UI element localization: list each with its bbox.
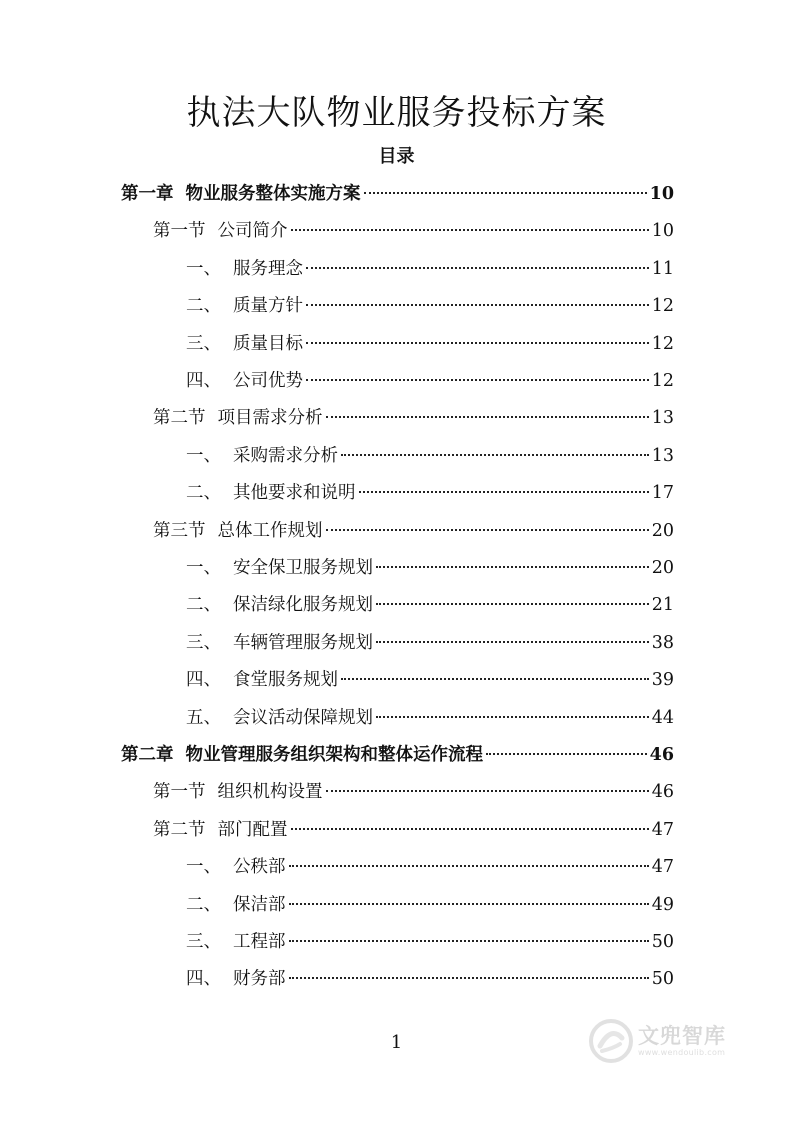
toc-entry-title: 工程部 xyxy=(233,932,286,952)
toc-entry-title: 公秩部 xyxy=(233,857,286,878)
toc-entry-page: 20 xyxy=(651,558,674,578)
toc-entry-page: 21 xyxy=(651,595,674,616)
toc-entry-page: 10 xyxy=(649,184,674,204)
toc-entry-page: 38 xyxy=(651,632,674,653)
toc-dot-leader xyxy=(289,977,649,979)
toc-entry[interactable] xyxy=(186,592,674,618)
toc-entry[interactable] xyxy=(186,480,674,506)
toc-entry[interactable] xyxy=(186,667,674,693)
toc-entry-number: 第一章 xyxy=(121,184,174,204)
toc-entry[interactable] xyxy=(121,181,674,207)
toc-entry-title: 质量方针 xyxy=(233,296,303,317)
toc-entry-number: 第二节 xyxy=(153,408,206,429)
toc-dot-leader xyxy=(341,454,649,456)
toc-entry-number: 四、 xyxy=(186,371,221,391)
toc-entry-number: 三、 xyxy=(186,932,221,952)
toc-entry-title: 公司简介 xyxy=(217,221,288,242)
toc-entry-number: 第一节 xyxy=(153,782,206,803)
toc-entry-number: 四、 xyxy=(186,670,221,691)
toc-entry[interactable] xyxy=(186,630,674,656)
toc-dot-leader xyxy=(326,790,649,792)
toc-entry[interactable] xyxy=(186,705,674,731)
toc-entry-title: 总体工作规划 xyxy=(217,520,323,541)
toc-entry-page: 11 xyxy=(651,258,674,279)
toc-entry[interactable] xyxy=(153,817,674,843)
page-number: 1 xyxy=(390,1032,403,1053)
document-title: 执法大队物业服务投标方案 xyxy=(186,93,607,133)
toc-entry-number: 四、 xyxy=(186,969,221,990)
toc-entry[interactable] xyxy=(121,742,674,768)
toc-entry-number: 第二节 xyxy=(153,819,206,840)
toc-entry-number: 一、 xyxy=(186,445,221,466)
toc-entry-title: 部门配置 xyxy=(217,819,288,840)
toc-dot-leader xyxy=(326,529,649,531)
toc-entry-title: 物业服务整体实施方案 xyxy=(185,184,361,204)
toc-dot-leader xyxy=(364,192,647,194)
toc-dot-leader xyxy=(291,229,649,231)
toc-dot-leader xyxy=(289,865,649,867)
toc-entry[interactable] xyxy=(186,293,674,319)
toc-entry-title: 组织机构设置 xyxy=(217,782,323,803)
toc-entry-page: 20 xyxy=(651,520,674,541)
toc-entry[interactable] xyxy=(153,218,674,244)
toc-entry[interactable] xyxy=(186,892,674,918)
toc-entry[interactable] xyxy=(186,256,674,282)
toc-entry-number: 第三节 xyxy=(153,520,206,541)
toc-entry[interactable] xyxy=(186,368,674,394)
toc-entry-page: 47 xyxy=(651,857,674,878)
toc-dot-leader xyxy=(306,379,649,381)
toc-entry-page: 46 xyxy=(651,782,674,803)
toc-entry-page: 47 xyxy=(651,819,674,840)
toc-dot-leader xyxy=(289,940,649,942)
toc-entry-page: 50 xyxy=(651,932,674,952)
toc-entry-title: 服务理念 xyxy=(233,258,303,279)
toc-entry-title: 质量目标 xyxy=(233,333,303,354)
toc-dot-leader xyxy=(376,603,649,605)
toc-entry-number: 二、 xyxy=(186,595,221,616)
toc-dot-leader xyxy=(289,903,649,905)
toc-entry-number: 二、 xyxy=(186,296,221,317)
toc-dot-leader xyxy=(306,304,649,306)
toc-entry-page: 13 xyxy=(651,408,674,429)
toc-entry[interactable] xyxy=(186,331,674,357)
watermark-url: www.wendoulib.com xyxy=(638,1048,726,1057)
toc-dot-leader xyxy=(376,566,649,568)
toc-entry-title: 车辆管理服务规划 xyxy=(233,632,373,653)
toc-entry[interactable] xyxy=(186,966,674,992)
toc-dot-leader xyxy=(326,416,649,418)
wendou-logo-icon xyxy=(588,1018,634,1064)
toc-entry-number: 三、 xyxy=(186,632,221,653)
toc-entry-title: 保洁绿化服务规划 xyxy=(233,595,373,616)
toc-dot-leader xyxy=(341,678,649,680)
toc-entry-number: 一、 xyxy=(186,258,221,279)
toc-entry-page: 12 xyxy=(651,296,674,317)
toc-entry-number: 五、 xyxy=(186,707,221,728)
toc-dot-leader xyxy=(486,753,647,755)
toc-entry[interactable] xyxy=(153,779,674,805)
toc-entry-number: 一、 xyxy=(186,558,221,578)
toc-entry-title: 会议活动保障规划 xyxy=(233,707,373,728)
toc-entry-title: 保洁部 xyxy=(233,894,286,915)
toc-entry-number: 一、 xyxy=(186,857,221,878)
toc-entry-title: 公司优势 xyxy=(233,371,303,391)
toc-entry-page: 44 xyxy=(651,707,674,728)
toc-dot-leader xyxy=(306,342,649,344)
toc-entry-title: 采购需求分析 xyxy=(233,445,338,466)
toc-dot-leader xyxy=(376,641,649,643)
toc-entry-number: 二、 xyxy=(186,483,221,504)
toc-entry-number: 第一节 xyxy=(153,221,206,242)
toc-entry-number: 第二章 xyxy=(121,745,174,765)
toc-heading: 目录 xyxy=(378,146,415,167)
toc-entry[interactable] xyxy=(186,854,674,880)
toc-entry-number: 三、 xyxy=(186,333,221,354)
toc-dot-leader xyxy=(359,491,649,493)
toc-dot-leader xyxy=(306,267,649,269)
toc-entry-page: 46 xyxy=(649,745,674,765)
toc-entry-title: 项目需求分析 xyxy=(217,408,323,429)
toc-dot-leader xyxy=(291,828,649,830)
toc-entry[interactable] xyxy=(186,929,674,955)
toc-entry-page: 13 xyxy=(651,445,674,466)
toc-entry-title: 其他要求和说明 xyxy=(233,483,356,504)
toc-entry[interactable] xyxy=(153,405,674,431)
toc-entry[interactable] xyxy=(153,518,674,544)
toc-entry-page: 49 xyxy=(651,894,674,915)
toc-entry-page: 50 xyxy=(651,969,674,990)
toc-entry-title: 安全保卫服务规划 xyxy=(233,558,373,578)
toc-entry[interactable] xyxy=(186,555,674,581)
toc-entry-title: 食堂服务规划 xyxy=(233,670,338,691)
toc-dot-leader xyxy=(376,716,649,718)
toc-entry[interactable] xyxy=(186,443,674,469)
toc-entry-page: 12 xyxy=(651,333,674,354)
toc-entry-title: 财务部 xyxy=(233,969,286,990)
toc-entry-page: 17 xyxy=(651,483,674,504)
toc-entry-title: 物业管理服务组织架构和整体运作流程 xyxy=(185,745,483,765)
watermark-name: 文兜智库 xyxy=(638,1024,726,1048)
toc-entry-page: 39 xyxy=(651,670,674,691)
watermark xyxy=(588,1018,726,1064)
toc-entry-number: 二、 xyxy=(186,894,221,915)
toc-entry-page: 10 xyxy=(651,221,674,242)
toc-entry-page: 12 xyxy=(651,371,674,391)
